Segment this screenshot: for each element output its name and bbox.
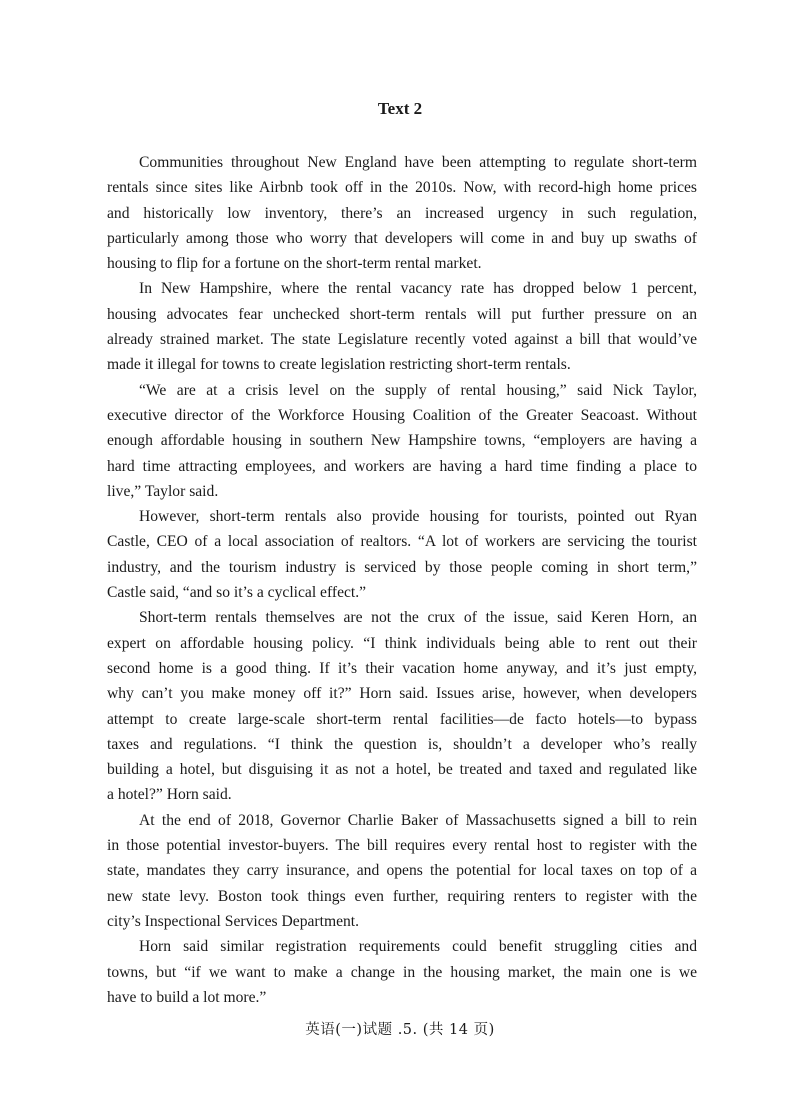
text-line: expert on affordable housing policy. “I think individuals being able to rent out their [107,634,697,652]
text-line: attempt to create large-scale short-term rental facilities—de facto hotels—to bypass [107,710,697,728]
text-line: housing advocates fear unchecked short-term rentals will put further pressure on an [107,305,697,323]
text-line: However, short-term rentals also provide housing for tourists, pointed out Ryan [139,508,697,526]
paragraph [107,808,697,934]
text-line: At the end of 2018, Governor Charlie Baker of Massachusetts signed a bill to rein [139,811,697,829]
text-line: industry, and the tourism industry is serviced by those people coming in short term,” [107,558,697,576]
text-line: already strained market. The state Legislature recently voted against a bill that would’ve [107,331,697,349]
text-line: “We are at a crisis level on the supply of rental housing,” said Nick Taylor, [139,381,697,399]
text-line: and historically low inventory, there’s an increased urgency in such regulation, [107,204,697,222]
paragraph [107,605,697,807]
text-line: In New Hampshire, where the rental vacancy rate has dropped below 1 percent, [139,280,697,298]
article-body [107,150,697,1010]
paragraph [107,504,697,605]
text-line: new state levy. Boston took things even further, requiring renters to register with the [107,887,697,905]
text-line: executive director of the Workforce Housing Coalition of the Greater Seacoast. Without [107,406,697,424]
text-line: particularly among those who worry that developers will come in and buy up swaths of [107,229,697,247]
text-line: taxes and regulations. “I think the question is, shouldn’t a developer who’s really [107,735,697,753]
text-line: live,” Taylor said. [107,482,219,500]
text-line: why can’t you make money off it?” Horn said. Issues arise, however, when developers [107,685,697,703]
text-line: building a hotel, but disguising it as not a hotel, be treated and taxed and regulated like [107,761,697,779]
text-line: second home is a good thing. If it’s their vacation home anyway, and it’s just empty, [107,659,697,677]
section-title: Text 2 [377,99,423,118]
text-line: state, mandates they carry insurance, and opens the potential for local taxes on top of a [107,862,697,880]
paragraph [107,934,697,1010]
text-line: made it illegal for towns to create legislation restricting short-term rentals. [107,356,571,374]
paragraph [107,276,697,377]
text-line: Horn said similar registration requirements could benefit struggling cities and [139,938,697,956]
text-line: Castle said, “and so it’s a cyclical effect.” [107,584,367,602]
text-line: towns, but “if we want to make a change in the housing market, the main one is we [107,963,697,981]
paragraph [107,378,697,504]
text-line: Communities throughout New England have been attempting to regulate short-term [139,154,697,171]
text-line: in those potential investor-buyers. The bill requires every rental host to register with the [107,837,697,855]
paragraph [107,150,697,276]
page-footer: 英语(一)试题 .5. (共 14 页) [305,1022,495,1038]
text-line: housing to flip for a fortune on the short-term rental market. [107,255,482,273]
text-line: Short-term rentals themselves are not the crux of the issue, said Keren Horn, an [139,609,697,627]
text-line: have to build a lot more.” [107,988,267,1006]
text-line: rentals since sites like Airbnb took off in the 2010s. Now, with record-high home prices [107,179,697,197]
text-line: a hotel?” Horn said. [107,786,232,804]
text-line: city’s Inspectional Services Department. [107,912,360,930]
text-line: hard time attracting employees, and workers are having a hard time finding a place to [107,457,697,475]
text-line: enough affordable housing in southern New Hampshire towns, “employers are having a [107,432,697,450]
text-line: Castle, CEO of a local association of realtors. “A lot of workers are servicing the tourist [107,533,697,551]
